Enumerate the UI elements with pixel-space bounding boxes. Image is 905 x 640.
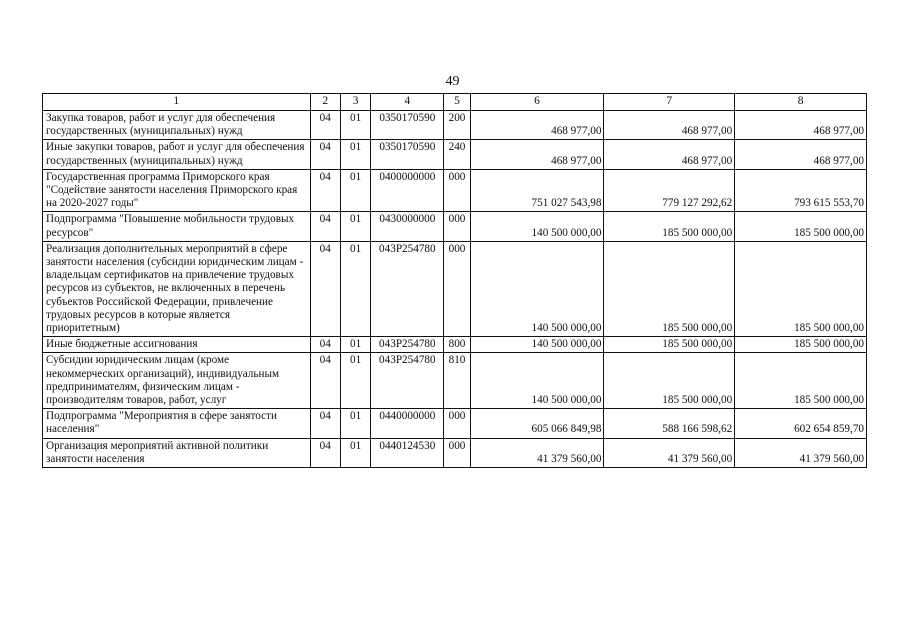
cell-amount-col7: 185 500 000,00 xyxy=(604,353,735,409)
cell-target-code: 0350170590 xyxy=(371,140,444,169)
cell-target-code: 0400000000 xyxy=(371,169,444,212)
cell-subsection: 01 xyxy=(340,169,370,212)
column-header: 8 xyxy=(735,94,867,111)
cell-section: 04 xyxy=(310,169,340,212)
cell-amount-col6: 140 500 000,00 xyxy=(470,212,604,241)
cell-expense-type: 000 xyxy=(444,169,470,212)
column-header: 2 xyxy=(310,94,340,111)
cell-subsection: 01 xyxy=(340,212,370,241)
cell-target-code: 0440000000 xyxy=(371,409,444,438)
table-header xyxy=(43,94,867,111)
cell-amount-col7: 779 127 292,62 xyxy=(604,169,735,212)
cell-subsection: 01 xyxy=(340,353,370,409)
row-name: Иные закупки товаров, работ и услуг для обеспечения государственных (муниципальных) нужд xyxy=(43,140,311,169)
cell-subsection: 01 xyxy=(340,111,370,140)
cell-expense-type: 810 xyxy=(444,353,470,409)
cell-section: 04 xyxy=(310,353,340,409)
table-row xyxy=(43,111,867,140)
row-name: Государственная программа Приморского края "Содействие занятости населения Приморского края на 2020-2027 годы" xyxy=(43,169,311,212)
cell-target-code: 0440124530 xyxy=(371,438,444,467)
cell-amount-col7: 185 500 000,00 xyxy=(604,212,735,241)
column-header: 5 xyxy=(444,94,470,111)
cell-amount-col6: 751 027 543,98 xyxy=(470,169,604,212)
row-name: Подпрограмма "Мероприятия в сфере занятости населения" xyxy=(43,409,311,438)
table-body xyxy=(43,111,867,468)
column-header: 1 xyxy=(43,94,311,111)
table-row xyxy=(43,337,867,353)
cell-target-code: 0350170590 xyxy=(371,111,444,140)
cell-target-code: 0430000000 xyxy=(371,212,444,241)
cell-amount-col8: 41 379 560,00 xyxy=(735,438,867,467)
cell-amount-col7: 588 166 598,62 xyxy=(604,409,735,438)
cell-amount-col7: 185 500 000,00 xyxy=(604,337,735,353)
row-name: Субсидии юридическим лицам (кроме некоммерческих организаций), индивидуальным предпринимателям, физическим лицам - производителям товаров, работ, услуг xyxy=(43,353,311,409)
cell-amount-col6: 140 500 000,00 xyxy=(470,241,604,336)
row-name: Подпрограмма "Повышение мобильности трудовых ресурсов" xyxy=(43,212,311,241)
table-row xyxy=(43,241,867,336)
row-name: Закупка товаров, работ и услуг для обеспечения государственных (муниципальных) нужд xyxy=(43,111,311,140)
cell-section: 04 xyxy=(310,111,340,140)
cell-expense-type: 000 xyxy=(444,241,470,336)
cell-expense-type: 000 xyxy=(444,409,470,438)
cell-amount-col6: 41 379 560,00 xyxy=(470,438,604,467)
table-row xyxy=(43,438,867,467)
cell-target-code: 043P254780 xyxy=(371,337,444,353)
cell-expense-type: 200 xyxy=(444,111,470,140)
cell-amount-col7: 185 500 000,00 xyxy=(604,241,735,336)
cell-section: 04 xyxy=(310,212,340,241)
cell-amount-col8: 185 500 000,00 xyxy=(735,241,867,336)
table-row xyxy=(43,169,867,212)
cell-amount-col6: 140 500 000,00 xyxy=(470,337,604,353)
cell-amount-col8: 793 615 553,70 xyxy=(735,169,867,212)
cell-amount-col7: 41 379 560,00 xyxy=(604,438,735,467)
cell-amount-col8: 185 500 000,00 xyxy=(735,212,867,241)
cell-subsection: 01 xyxy=(340,409,370,438)
cell-amount-col6: 140 500 000,00 xyxy=(470,353,604,409)
cell-section: 04 xyxy=(310,409,340,438)
cell-amount-col6: 468 977,00 xyxy=(470,140,604,169)
cell-subsection: 01 xyxy=(340,241,370,336)
cell-section: 04 xyxy=(310,438,340,467)
cell-subsection: 01 xyxy=(340,337,370,353)
table-row xyxy=(43,140,867,169)
column-header: 3 xyxy=(340,94,370,111)
cell-subsection: 01 xyxy=(340,140,370,169)
cell-amount-col7: 468 977,00 xyxy=(604,140,735,169)
table-row xyxy=(43,409,867,438)
table-row xyxy=(43,353,867,409)
budget-table xyxy=(42,93,867,468)
header-row xyxy=(43,94,867,111)
column-header: 6 xyxy=(470,94,604,111)
cell-expense-type: 000 xyxy=(444,438,470,467)
cell-target-code: 043P254780 xyxy=(371,241,444,336)
cell-amount-col6: 468 977,00 xyxy=(470,111,604,140)
row-name: Реализация дополнительных мероприятий в сфере занятости населения (субсидии юридическим лицам - владельцам сертификатов на привлечение трудовых ресурсов из субъектов, не включенных в перечень субъектов Российской Федерации, привлечение трудовых ресурсов в которые является приоритетным) xyxy=(43,241,311,336)
cell-section: 04 xyxy=(310,337,340,353)
cell-amount-col8: 185 500 000,00 xyxy=(735,337,867,353)
cell-amount-col8: 602 654 859,70 xyxy=(735,409,867,438)
table-row xyxy=(43,212,867,241)
cell-amount-col8: 468 977,00 xyxy=(735,111,867,140)
column-header: 7 xyxy=(604,94,735,111)
cell-amount-col8: 468 977,00 xyxy=(735,140,867,169)
cell-subsection: 01 xyxy=(340,438,370,467)
cell-expense-type: 800 xyxy=(444,337,470,353)
row-name: Организация мероприятий активной политики занятости населения xyxy=(43,438,311,467)
cell-amount-col8: 185 500 000,00 xyxy=(735,353,867,409)
cell-section: 04 xyxy=(310,140,340,169)
cell-amount-col7: 468 977,00 xyxy=(604,111,735,140)
cell-section: 04 xyxy=(310,241,340,336)
cell-target-code: 043P254780 xyxy=(371,353,444,409)
cell-expense-type: 000 xyxy=(444,212,470,241)
cell-amount-col6: 605 066 849,98 xyxy=(470,409,604,438)
row-name: Иные бюджетные ассигнования xyxy=(43,337,311,353)
page-number: 49 xyxy=(445,74,460,89)
column-header: 4 xyxy=(371,94,444,111)
cell-expense-type: 240 xyxy=(444,140,470,169)
